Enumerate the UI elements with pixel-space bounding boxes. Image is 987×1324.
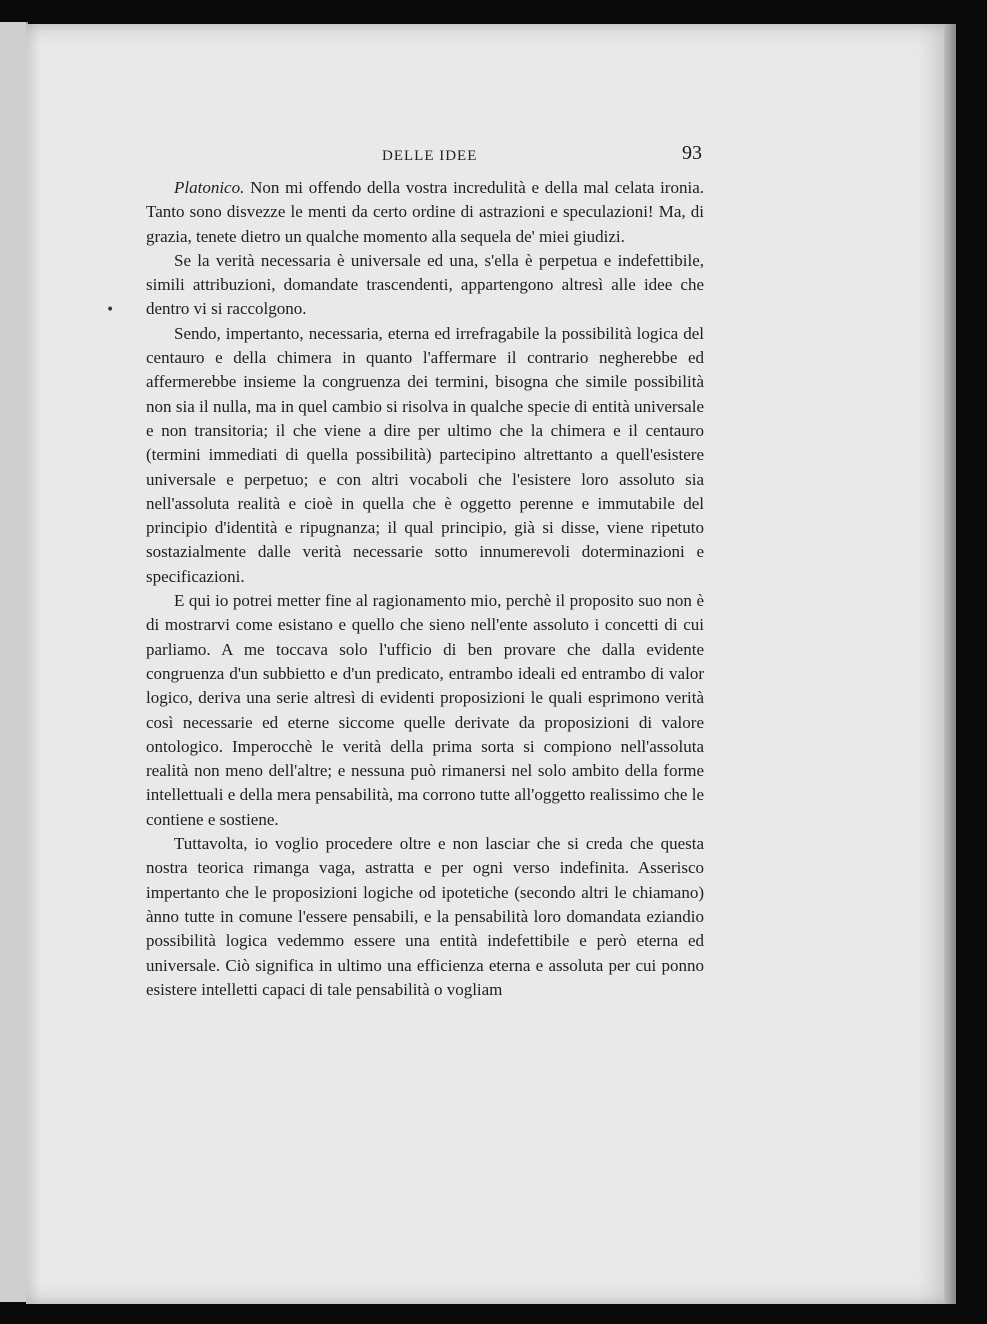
- paragraph-4: E qui io potrei metter fine al ragionamento mio, perchè il proposito suo non è di mostrarvi come esistano e quello che sieno nell'ente assoluto i concetti di cui parliamo. A me toccava solo l'ufficio di ben provare che dalla evidente congruenza d'un subbietto e d'un predicato, entrambo ideali ed entrambo di valor logico, deriva una serie altresì di evidenti proposizioni le quali esprimono verità così necessarie ed eterne siccome quelle derivate da proposizioni di valore ontologico. Imperocchè le verità della prima sorta si compiono nell'assoluta realità non meno dell'altre; e nessuna può rimanersi nel solo ambito della forme intellettuali e della mera pensabilità, ma corrono tutte all'oggetto realissimo che le contiene e sostiene.: [146, 591, 704, 829]
- page-header: [26, 142, 956, 168]
- paragraph-3: Sendo, impertanto, necessaria, eterna ed irrefragabile la possibilità logica del centauro e della chimera in quanto l'affermare il contrario negherebbe ed affermerebbe insieme la congruenza dei termini, bisogna che simile possibilità non sia il nulla, ma in quel cambio si risolva in qualche specie di entità universale e non transitoria; il che viene a dire per ultimo che la chimera e il centauro (termini immediati di quella possibilità) partecipino altrettanto a quell'esistere universale e perpetuo; e con altri vocaboli che l'esistere loro assoluto sia nell'assoluta realità e cioè in quella che è oggetto perenne e immutabile del principio d'identità e ripugnanza; il qual principio, già si disse, viene ripetuto sostazialmente dalle verità necessarie sotto innumerevoli doterminazioni e specificazioni.: [146, 323, 704, 586]
- body-text: [146, 176, 704, 1002]
- paragraph-5: Tuttavolta, io voglio procedere oltre e non lasciar che si creda che questa nostra teorica rimanga vaga, astratta e per ogni verso indefinita. Asserisco impertanto che le proposizioni logiche od ipotetiche (secondo altri le chiamano) ànno tutte in comune l'essere pensabili, e la pensabilità loro domandata eziandio possibilità logica vedemmo essere una entità indefettibile e però eterna ed universale. Ciò significa in ultimo una efficienza eterna e assoluta per cui ponno esistere intelletti capaci di tale pensabilità o vogliam: [146, 834, 704, 999]
- paragraph-2: Se la verità necessaria è universale ed una, s'ella è perpetua e indefettibile, simili attribuzioni, domandate trascendenti, appartengono altresì alle idee che dentro vi si raccolgono.: [146, 250, 704, 319]
- paragraph-1-text: Non mi offendo della vostra incredulità e della mal celata ironia. Tanto sono disvezze le menti da certo ordine di astrazioni e speculazioni! Ma, di grazia, tenete dietro un qualche momento alla sequela de' miei giudizi.: [146, 178, 704, 246]
- paragraph-1: [146, 176, 704, 249]
- page-edge-shadow: [944, 24, 956, 1304]
- running-title: DELLE IDEE: [382, 148, 478, 164]
- facing-page-edge: [0, 22, 28, 1302]
- book-page: [26, 24, 956, 1304]
- page-number: 93: [682, 142, 702, 164]
- margin-mark: •: [106, 302, 115, 318]
- speaker-name: Platonico.: [174, 178, 245, 197]
